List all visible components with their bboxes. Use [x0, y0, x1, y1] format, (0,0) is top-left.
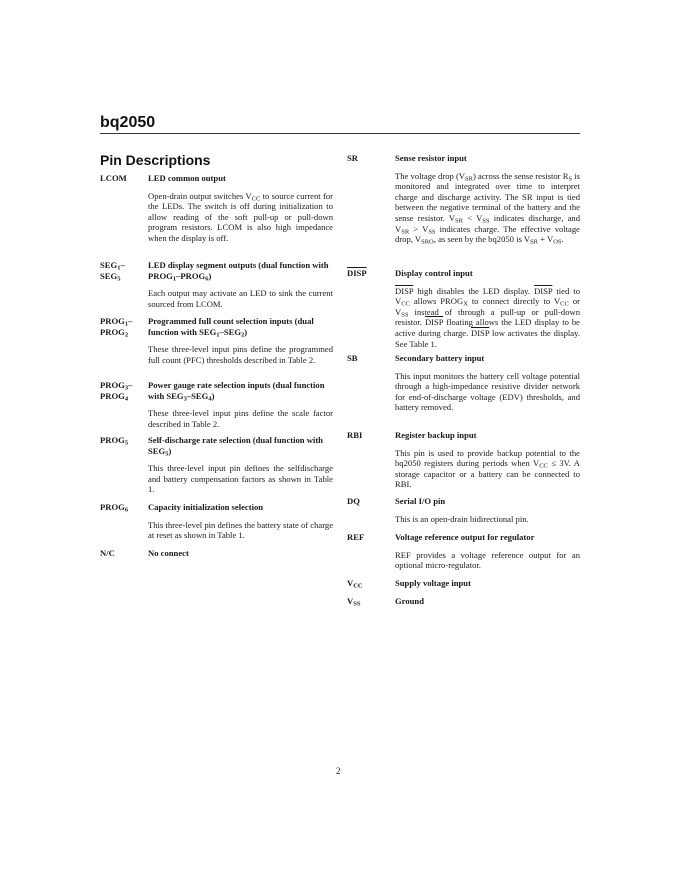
pin-body — [148, 548, 333, 559]
pin-body — [148, 173, 333, 244]
pin-title: Self-discharge rate selection (dual function with $SEG_5$) — [148, 435, 323, 458]
pin-description: REF provides a voltage reference output for an optional micro-regulator. — [395, 549, 580, 571]
pin-body — [395, 268, 580, 349]
pin-title: Secondary battery input — [395, 353, 485, 363]
pin-name: N/C — [100, 548, 115, 558]
pin-description: This is an open-drain bidirectional pin. — [395, 513, 529, 524]
pin-title: Register backup input — [395, 430, 477, 440]
pin-title: Ground — [395, 596, 424, 606]
pin-name: $PROG_6$ — [100, 502, 129, 514]
pin-body — [148, 435, 333, 495]
pin-body — [148, 260, 333, 309]
pin-name: $SEG_1-$ $SEG_5$ — [100, 260, 125, 283]
pin-title: Display control input — [395, 268, 473, 278]
pin-name: REF — [347, 532, 365, 542]
pin-name: DISP — [347, 268, 367, 278]
pin-title: Power gauge rate selection inputs (dual function with $SEG_3-SEG_4$) — [148, 380, 325, 403]
pin-title: LED common output — [148, 173, 226, 183]
pin-body — [395, 596, 580, 607]
pin-description: Each output may activate an LED to sink the current sourced from LCOM. — [148, 288, 333, 309]
pin-body — [395, 496, 580, 524]
pin-title: Programmed full count selection inputs (dual function with $SEG_1-SEG_2$) — [148, 316, 314, 339]
pin-name: $V_{CC}$ — [347, 578, 363, 590]
pin-body — [148, 502, 333, 541]
section-title: Pin Descriptions — [100, 152, 211, 168]
pin-title: LED display segment outputs (dual function with $PROG_1-PROG_6$) — [148, 260, 329, 283]
pin-description: These three-level input pins define the programmed full count (PFC) thresholds described in Table 2. — [148, 344, 333, 365]
pin-description: Open-drain output switches $V_{CC}$ to source current for the LEDs. The switch is off during initialization to allow reading of the soft pull-up or pull-down program resistors. LCOM is also high impedance when the display is off. — [148, 190, 333, 243]
pin-title: Capacity initialization selection — [148, 502, 264, 512]
pin-title: Sense resistor input — [395, 153, 467, 163]
pin-description: This input monitors the battery cell voltage potential through a high-impedance resistive divider network for end-of-discharge voltage (EDV) thresholds, and battery removed. — [395, 370, 580, 413]
page-number: 2 — [336, 766, 341, 776]
pin-body — [395, 532, 580, 571]
pin-name: $PROG_3-$ $PROG_4$ — [100, 380, 133, 403]
pin-name: $PROG_1-$ $PROG_2$ — [100, 316, 133, 339]
pin-name: SB — [347, 353, 358, 363]
header-rule — [100, 133, 580, 134]
pin-description: This pin is used to provide backup potential to the bq2050 registers during periods when $V_{CC} \le 3V$. A storage capacitor or a battery can be connected to RBI. — [395, 447, 581, 490]
pin-title: Voltage reference output for regulator — [395, 532, 535, 542]
pin-description: This three-level input pin defines the selfdischarge and battery compensation factors as shown in Table 1. — [148, 463, 333, 495]
pin-body — [395, 430, 580, 490]
pin-description: DISP high disables the LED display. DISP tied to $V_{CC}$ allows $PROG_X$ to connect directly to $V_{CC}$ or $V_{SS}$ instead of through a pull-up or pull-down resistor. DISP floating allows the LED display to be active during charge. DISP low activates the display. See Table 1. — [395, 285, 580, 349]
pin-title: Serial I/O pin — [395, 496, 446, 506]
pin-description: This three-level pin defines the battery state of charge at reset as shown in Table 1. — [148, 519, 334, 541]
pin-body — [148, 380, 333, 429]
pin-body — [395, 353, 580, 413]
pin-title: No connect — [148, 548, 189, 558]
pin-name: $V_{SS}$ — [347, 596, 361, 608]
pin-description: The voltage drop $(V_{SR})$ across the sense resistor $R_S$ is monitored and integrated over time to interpret charge and discharge activity. The SR input is tied between the negative terminal of the battery and the sense resistor. $V_{SR} < V_{SS}$ indicates discharge, and $V_{SR} > V_{SS}$ indicates charge. The effective voltage drop, $V_{SRO}$, as seen by the bq2050 is $V_{SR} + V_{OS}$. — [395, 170, 580, 246]
pin-name: LCOM — [100, 173, 127, 183]
pin-body — [395, 578, 580, 589]
document-header: bq2050 — [100, 114, 156, 131]
pin-body — [148, 316, 333, 365]
pin-description: These three-level input pins define the scale factor described in Table 2. — [148, 408, 333, 429]
pin-name: $PROG_5$ — [100, 435, 129, 447]
pin-name: DQ — [347, 496, 360, 506]
pin-body — [395, 153, 580, 245]
pin-title: Supply voltage input — [395, 578, 471, 588]
pin-name: SR — [347, 153, 358, 163]
pin-name: RBI — [347, 430, 363, 440]
